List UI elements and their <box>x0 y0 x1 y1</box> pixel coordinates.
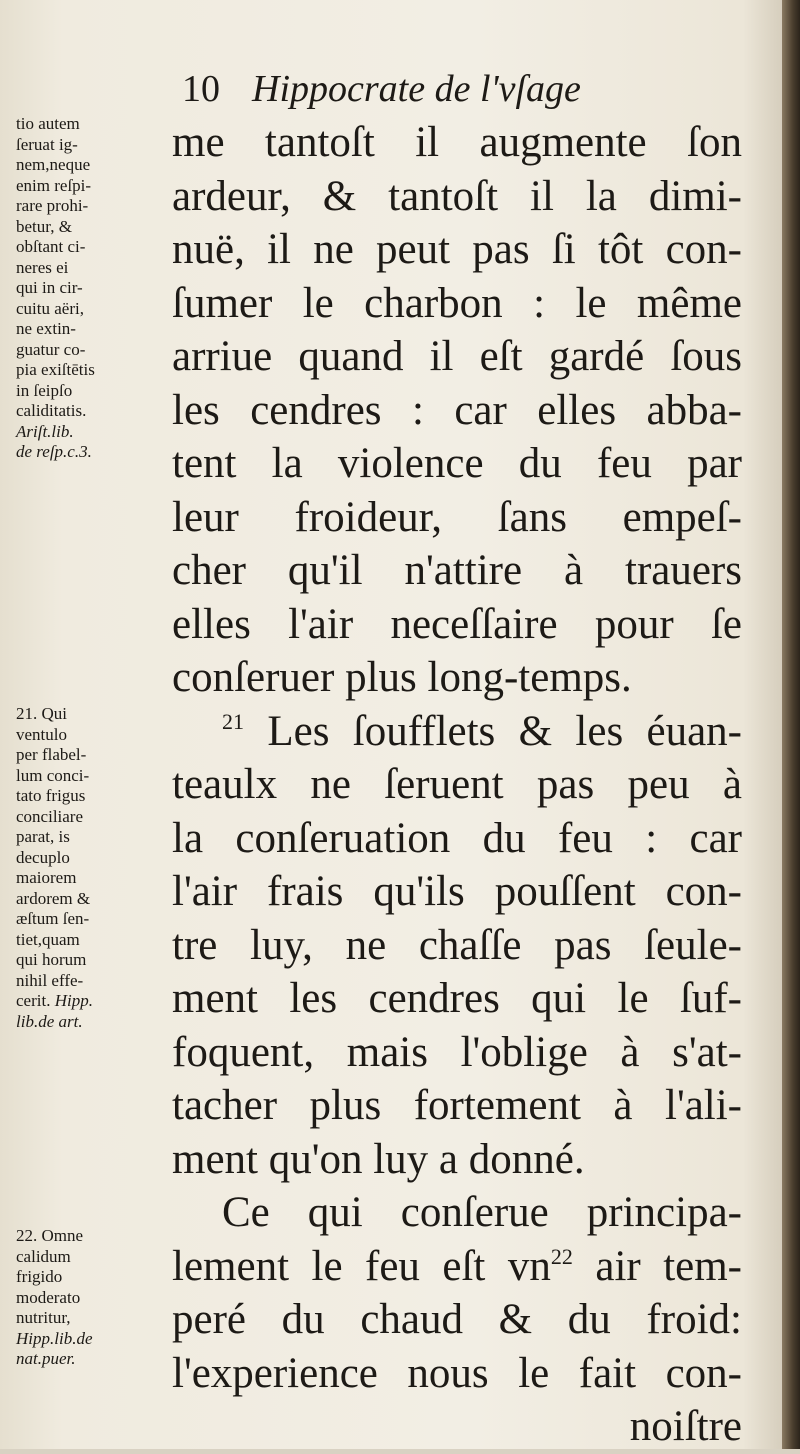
text-line: foquent, mais l'oblige à s'at- <box>172 1028 742 1076</box>
text-line: tacher plus fortement à l'ali- <box>172 1082 742 1129</box>
marginal-note: 21. Qui ventulo per flabel- lum conci- tato frigus conciliare parat, is decuplo maiorem ardorem & æſtum ſen- tiet,quam qui horum nihil effe- cerit. Hipp. lib.de art. <box>16 704 156 1032</box>
note-reference: Ariſt.lib. <box>16 421 74 441</box>
text-line: tent la violence du feu par <box>172 440 742 487</box>
paragraph-first-line: $^{21}$ Les ſoufflets & les éuan- <box>222 707 742 755</box>
note-marker: 22 <box>550 1243 573 1269</box>
note-reference: lib.de art. <box>16 1011 83 1031</box>
text-line: me tantoſt il augmente ſon <box>172 119 742 166</box>
catchword: noiſtre <box>629 1403 742 1450</box>
text-line: ment qu'on luy a donné. <box>172 1135 585 1183</box>
text-line: les cendres : car elles abba- <box>172 386 742 434</box>
text-line: nuë, il ne peut pas ſi tôt con- <box>172 226 742 273</box>
note-reference: de reſp.c.3. <box>16 442 92 461</box>
note-reference: nat.puer. <box>16 1349 76 1368</box>
main-text <box>172 116 742 1454</box>
text-line: tre luy, ne chaſſe pas ſeule- <box>172 921 742 969</box>
text-line: l'experience nous le fait con- <box>172 1349 742 1397</box>
text-line: l'air frais qu'ils pouſſent con- <box>172 868 742 915</box>
text-line: cher qu'il n'attire à trauers <box>172 547 742 594</box>
text-line: ſumer le charbon : le même <box>172 279 742 327</box>
text-line: lement le feu eſt $vn^{22}$ air tem- <box>172 1242 742 1290</box>
text-line: conſeruer plus long-temps. <box>172 654 632 701</box>
marginal-note: tio autem ſeruat ig- nem,neque enim reſpi- rare prohi- betur, & obſtant ci- neres ei qui in cir- cuitu aëri, ne extin- guatur co- pia exiſtētis in ſeipſo caliditatis. Ariſt.lib. de reſp.c.3. <box>16 114 156 463</box>
book-spine <box>782 0 800 1449</box>
text-line: peré du chaud & du froid: <box>172 1296 742 1343</box>
note-marker: 21 <box>222 708 244 734</box>
text-line: teaulx ne ſeruent pas peu à <box>172 761 742 808</box>
text-line: leur froideur, ſans empeſ- <box>172 493 742 541</box>
page-header <box>182 62 742 114</box>
note-reference: Hipp. <box>54 991 93 1010</box>
note-reference: Hipp.lib.de <box>16 1328 93 1348</box>
paragraph-first-line: Ce qui conſerue principa- <box>222 1189 742 1236</box>
text-line: la conſeruation du feu : car <box>172 814 742 862</box>
marginal-note: 22. Omne calidum frigido moderato nutritur, Hipp.lib.de nat.puer. <box>16 1226 156 1370</box>
running-title: Hippocrate de l'vſage <box>252 68 581 110</box>
text-line: elles l'air neceſſaire pour ſe <box>172 600 742 648</box>
text-line: ment les cendres qui le ſuf- <box>172 975 742 1022</box>
text-line: ardeur, & tantoſt il la dimi- <box>172 172 742 220</box>
text-line: arriue quand il eſt gardé ſous <box>172 333 742 380</box>
page-number: 10 <box>182 68 220 110</box>
